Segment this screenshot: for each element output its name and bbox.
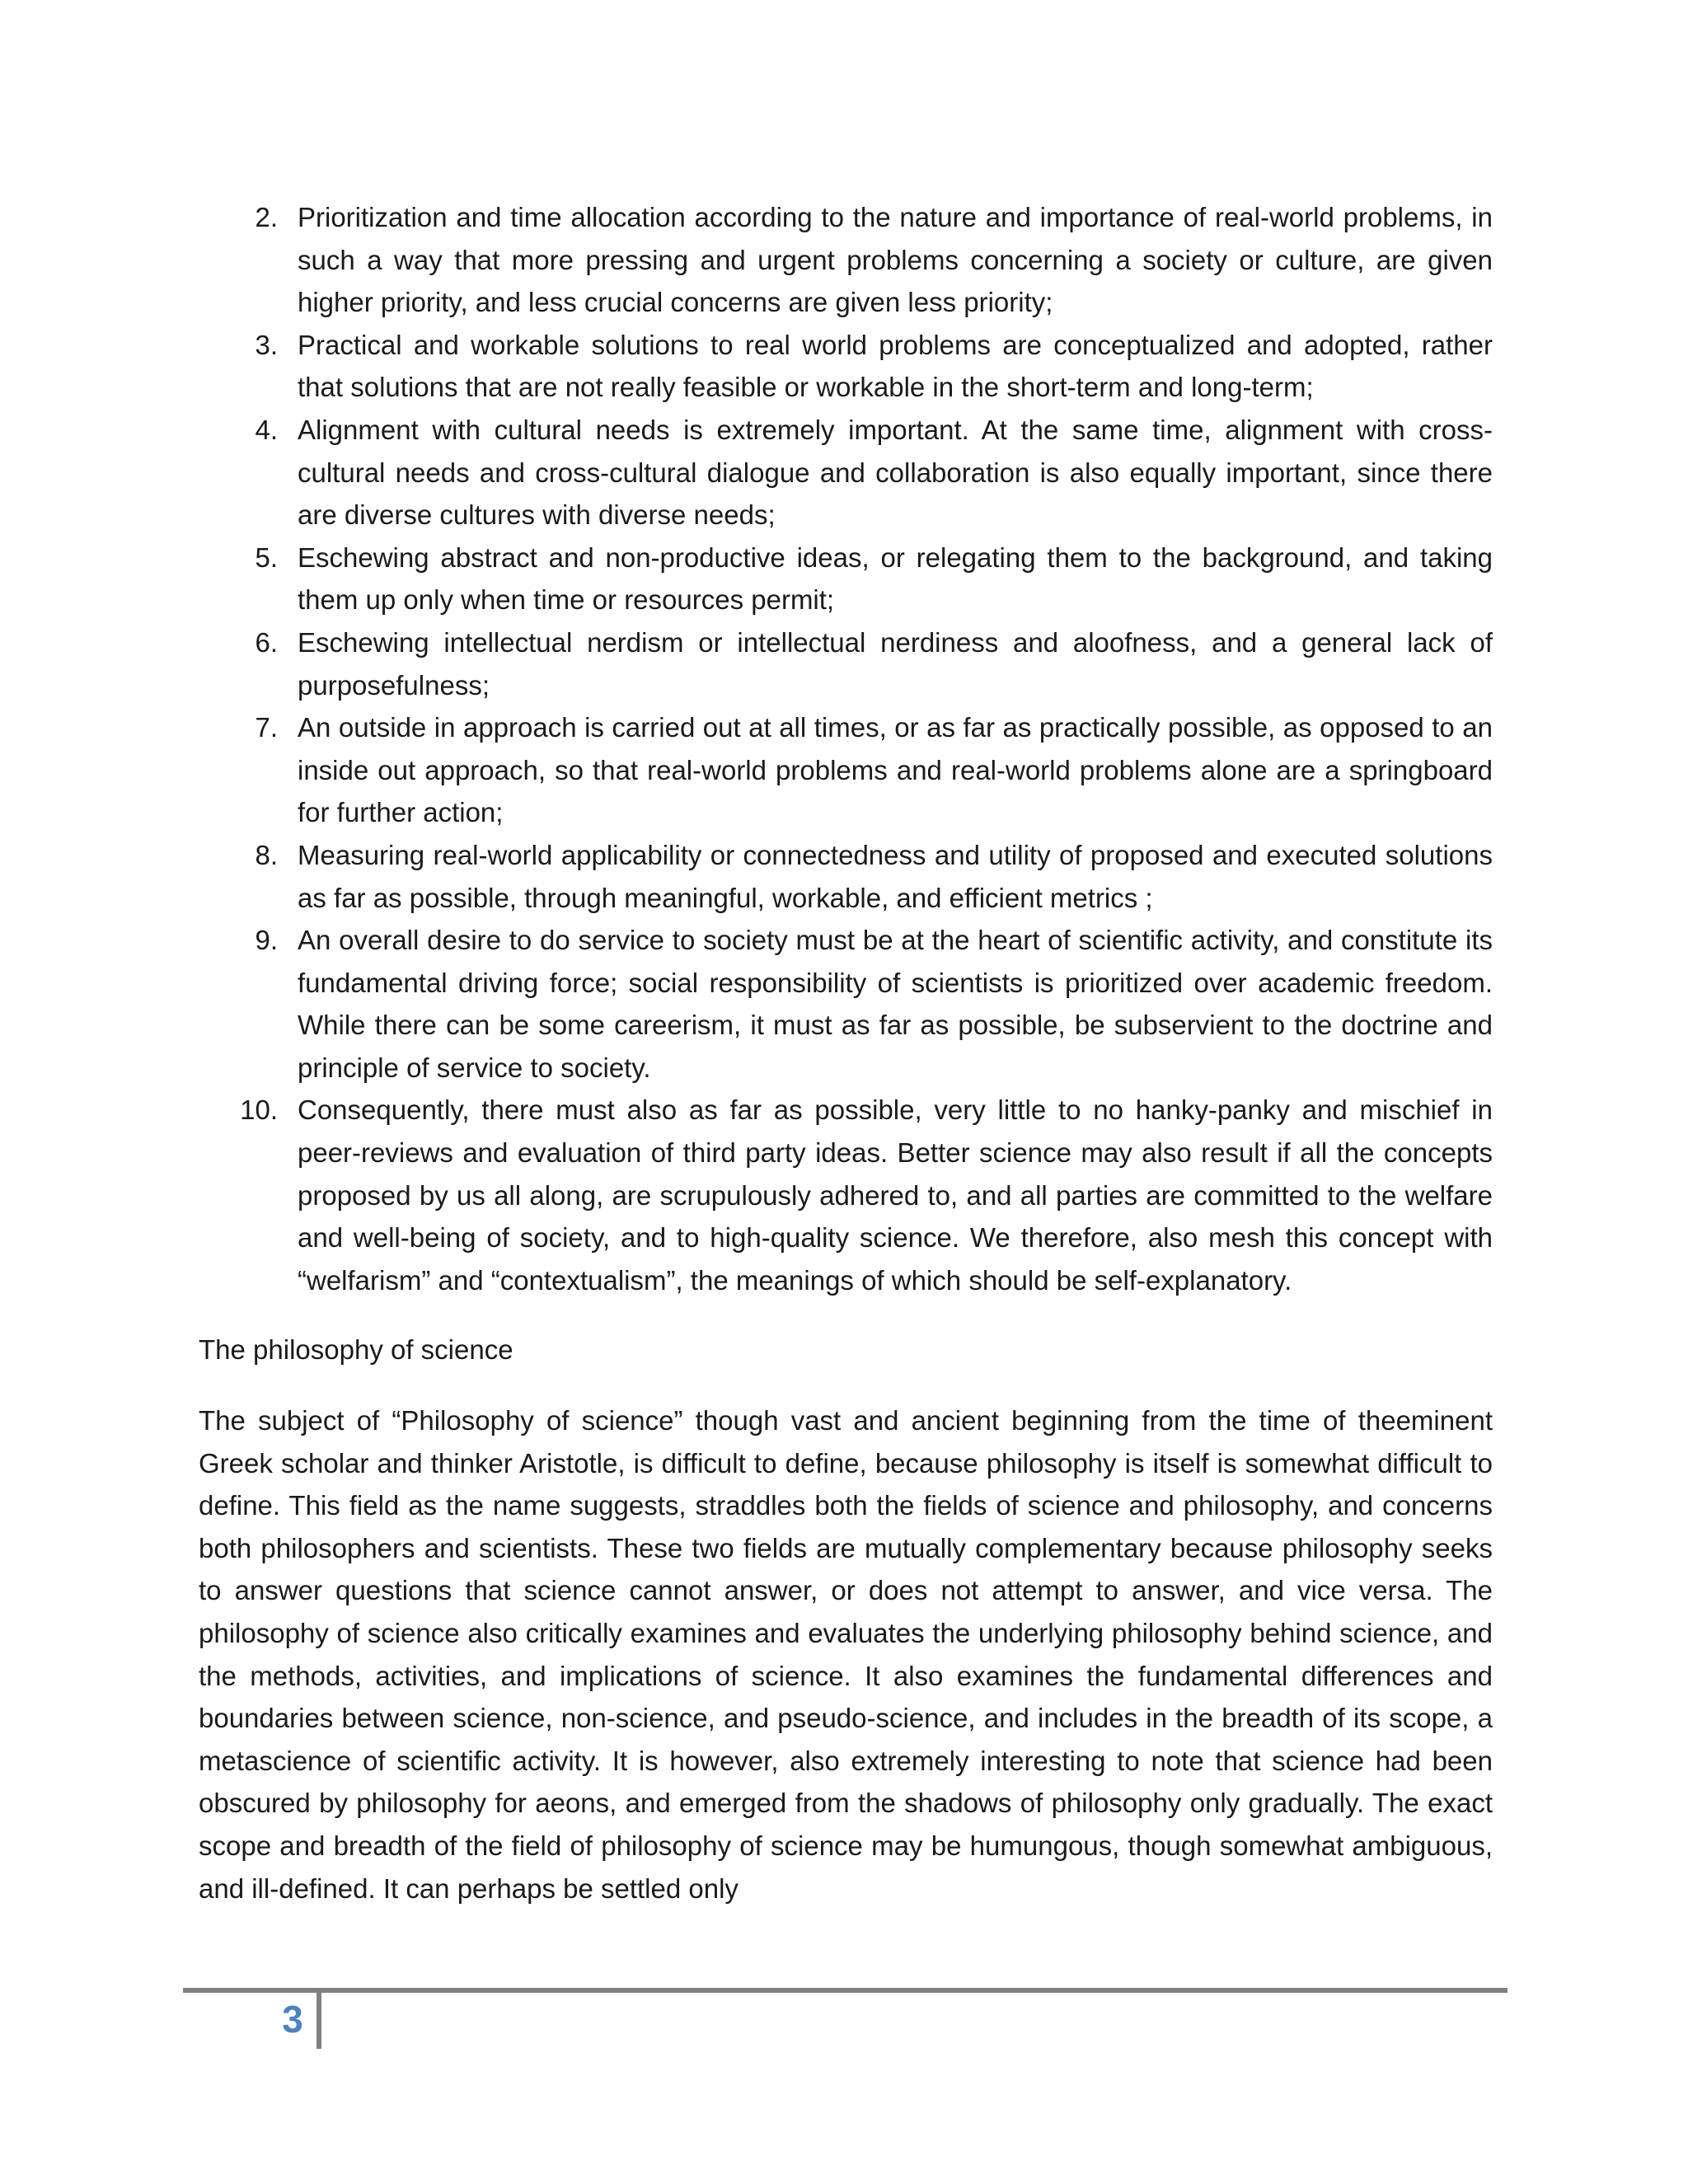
list-item — [199, 706, 1493, 834]
list-item-text: An overall desire to do service to society must be at the heart of scientific activity, and constitute its fundamental driving force; social responsibility of scientists is prioritized over academic freedom. While there can be some careerism, it must as far as possible, be subservient to the doctrine and principle of service to society. — [298, 925, 1493, 1083]
list-item-text: Consequently, there must also as far as possible, very little to no hanky-panky and mischief in peer-reviews and evaluation of third party ideas. Better science may also result if all the concepts proposed by us all along, are scrupulously adhered to, and all parties are committed to the welfare and well-being of society, and to high-quality science. We therefore, also mesh this concept with “welfarism” and “contextualism”, the meanings of which should be self-explanatory. — [298, 1094, 1493, 1296]
list-item-number: 2. — [255, 202, 278, 232]
list-item-text: Eschewing intellectual nerdism or intellectual nerdiness and aloofness, and a general lack of purposefulness; — [298, 626, 1493, 701]
numbered-list — [199, 196, 1493, 1301]
list-item — [199, 537, 1493, 621]
list-item-number: 7. — [255, 712, 278, 743]
footer-rule — [183, 1988, 1507, 1993]
list-item — [199, 621, 1493, 706]
list-item-text: Practical and workable solutions to real world problems are conceptualized and adopted, rather that solutions that are not really feasible or workable in the short-term and long-term; — [298, 329, 1493, 403]
list-item-number: 10. — [240, 1094, 278, 1126]
list-item-number: 4. — [255, 414, 278, 445]
list-item-text: Measuring real-world applicability or connectedness and utility of proposed and executed solutions as far as possible, through meaningful, workable, and efficient metrics ; — [298, 839, 1493, 913]
page-content — [199, 196, 1493, 1910]
body-paragraph: The subject of “Philosophy of science” though vast and ancient beginning from the time of theeminent Greek scholar and thinker Aristotle, is difficult to define, because philosophy is itself is somewhat difficult to define. This field as the name suggests, straddles both the fields of science and philosophy, and concerns both philosophers and scientists. These two fields are mutually complementary because philosophy seeks to answer questions that science cannot answer, or does not attempt to answer, and vice versa. The philosophy of science also critically examines and evaluates the underlying philosophy behind science, and the methods, activities, and implications of science. It also examines the fundamental differences and boundaries between science, non-science, and pseudo-science, and includes in the breadth of its scope, a metascience of scientific activity. It is however, also extremely interesting to note that science had been obscured by philosophy for aeons, and emerged from the shadows of philosophy only gradually. The exact scope and breadth of the field of philosophy of science may be humungous, though somewhat ambiguous, and ill-defined. It can perhaps be settled only — [199, 1405, 1493, 1904]
list-item — [199, 834, 1493, 919]
list-item — [199, 1089, 1493, 1301]
list-item — [199, 409, 1493, 537]
page-number: 3 — [282, 1998, 303, 2041]
list-item-number: 8. — [255, 839, 278, 870]
section-heading: The philosophy of science — [199, 1334, 513, 1366]
footer-divider — [316, 1993, 321, 2049]
list-item-number: 3. — [255, 329, 278, 360]
list-item-number: 5. — [255, 541, 278, 573]
list-item-number: 6. — [255, 626, 278, 658]
list-item-text: Eschewing abstract and non-productive ideas, or relegating them to the background, and taking them up only when time or resources permit; — [298, 541, 1493, 616]
list-item — [199, 196, 1493, 324]
list-item-text: Alignment with cultural needs is extremely important. At the same time, alignment with cross-cultural needs and cross-cultural dialogue and collaboration is also equally important, since there are diverse cultures with diverse needs; — [298, 414, 1493, 531]
list-item-text: An outside in approach is carried out at all times, or as far as practically possible, as opposed to an inside out approach, so that real-world problems and real-world problems alone are a springboard for further action; — [298, 712, 1493, 828]
list-item-text: Prioritization and time allocation according to the nature and importance of real-world problems, in such a way that more pressing and urgent problems concerning a society or culture, are given higher priority, and less crucial concerns are given less priority; — [298, 202, 1493, 318]
list-item — [199, 324, 1493, 409]
list-item — [199, 919, 1493, 1089]
list-item-number: 9. — [255, 925, 278, 956]
